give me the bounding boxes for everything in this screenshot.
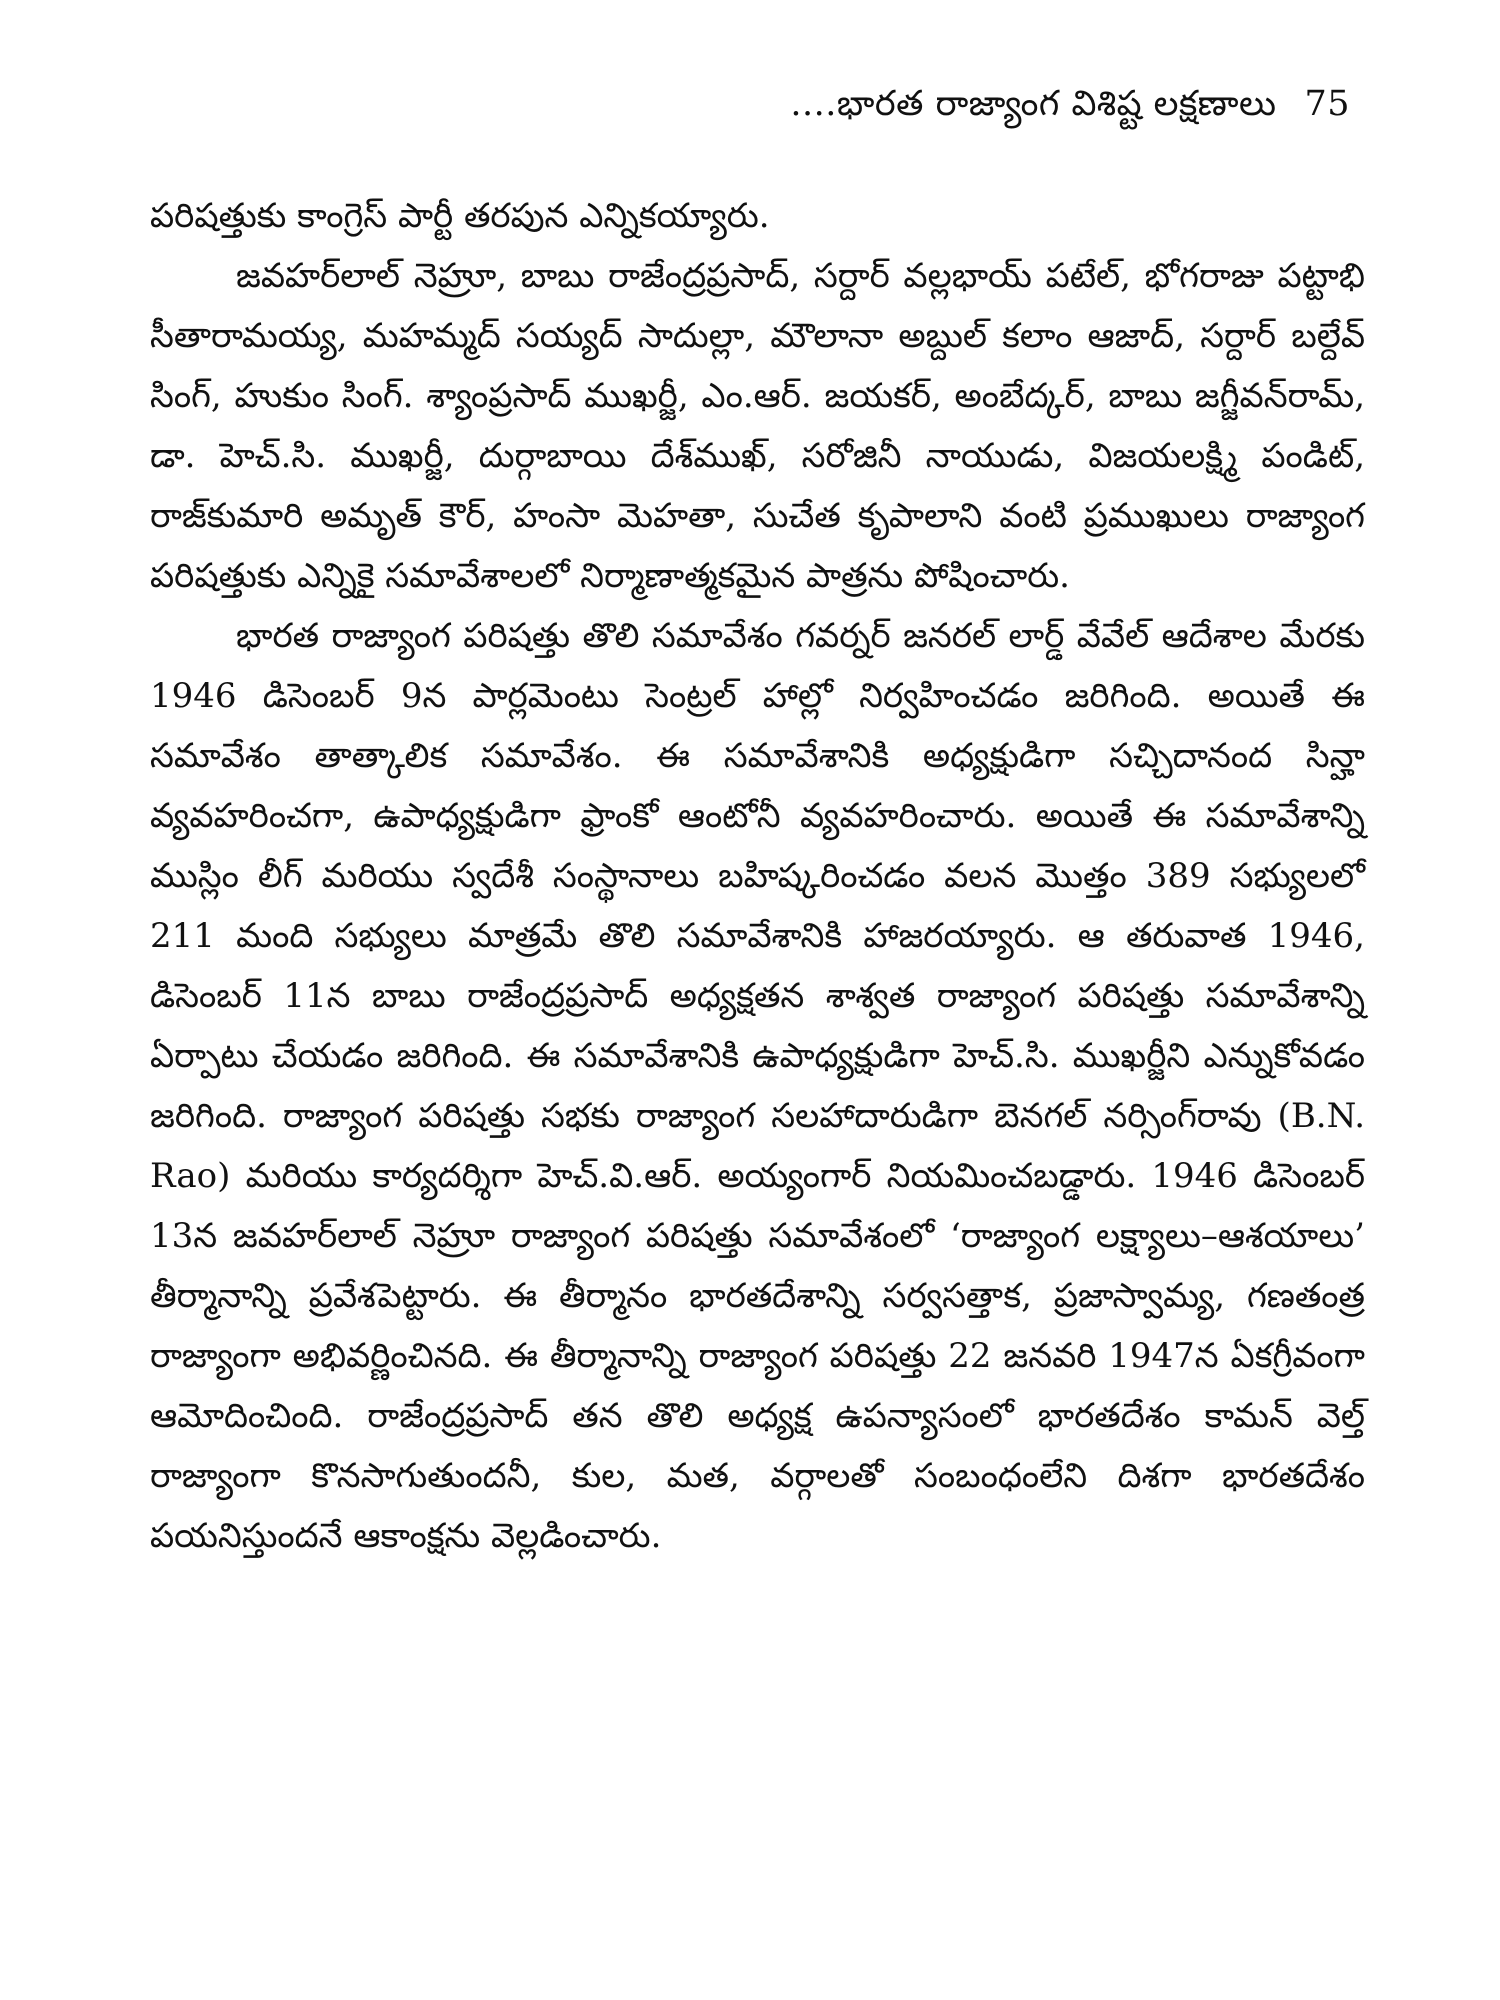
running-header (790, 82, 1350, 126)
running-title: ....భారత రాజ్యాంగ విశిష్ట లక్షణాలు (790, 84, 1277, 124)
page-number: 75 (1304, 84, 1350, 124)
paragraph-first-session: భారత రాజ్యాంగ పరిషత్తు తొలి సమావేశం గవర్నర్ జనరల్ లార్డ్ వేవేల్ ఆదేశాల మేరకు 1946 డిసెంబర్ 9న పార్లమెంటు సెంట్రల్ హాల్లో నిర్వహించడం జరిగింది. అయితే ఈ సమావేశం తాత్కాలిక సమావేశం. ఈ సమావేశానికి అధ్యక్షుడిగా సచ్చిదానంద సిన్హా వ్యవహరించగా, ఉపాధ్యక్షుడిగా ఫ్రాంకో ఆంటోనీ వ్యవహరించారు. అయితే ఈ సమావేశాన్ని ముస్లిం లీగ్ మరియు స్వదేశీ సంస్థానాలు బహిష్కరించడం వలన మొత్తం 389 సభ్యులలో 211 మంది సభ్యులు మాత్రమే తొలి సమావేశానికి హాజరయ్యారు. ఆ తరువాత 1946, డిసెంబర్ 11న బాబు రాజేంద్రప్రసాద్ అధ్యక్షతన శాశ్వత రాజ్యాంగ పరిషత్తు సమావేశాన్ని ఏర్పాటు చేయడం జరిగింది. ఈ సమావేశానికి ఉపాధ్యక్షుడిగా హెచ్.సి. ముఖర్జీని ఎన్నుకోవడం జరిగింది. రాజ్యాంగ పరిషత్తు సభకు రాజ్యాంగ సలహాదారుడిగా బెనగల్ నర్సింగ్‌రావు (B.N. Rao) మరియు కార్యదర్శిగా హెచ్.వి.ఆర్. అయ్యంగార్ నియమించబడ్డారు. 1946 డిసెంబర్ 13న జవహర్‌లాల్ నెహ్రూ రాజ్యాంగ పరిషత్తు సమావేశంలో ‘రాజ్యాంగ లక్ష్యాలు–ఆశయాలు’ తీర్మానాన్ని ప్రవేశపెట్టారు. ఈ తీర్మానం భారతదేశాన్ని సర్వసత్తాక, ప్రజాస్వామ్య, గణతంత్ర రాజ్యాంగా అభివర్ణించినది. ఈ తీర్మానాన్ని రాజ్యాంగ పరిషత్తు 22 జనవరి 1947న ఏకగ్రీవంగా ఆమోదించింది. రాజేంద్రప్రసాద్ తన తొలి అధ్యక్ష ఉపన్యాసంలో భారతదేశం కామన్ వెల్త్ రాజ్యాంగా కొనసాగుతుందనీ, కుల, మత, వర్గాలతో సంబంధంలేని దిశగా భారతదేశం పయనిస్తుందనే ఆకాంక్షను వెల్లడించారు. (150, 616, 1365, 1556)
body-text (150, 186, 1365, 1566)
paragraph-continuation: పరిషత్తుకు కాంగ్రెస్ పార్టీ తరపున ఎన్నికయ్యారు. (150, 196, 770, 236)
paragraph-prominent-members: జవహర్‌లాల్ నెహ్రూ, బాబు రాజేంద్రప్రసాద్, సర్దార్ వల్లభాయ్ పటేల్, భోగరాజు పట్టాభి సీతారామయ్య, మహమ్మద్ సయ్యద్ సాదుల్లా, మౌలానా అబ్దుల్ కలాం ఆజాద్, సర్దార్ బల్దేవ్ సింగ్, హుకుం సింగ్. శ్యాంప్రసాద్ ముఖర్జీ, ఎం.ఆర్. జయకర్, అంబేద్కర్, బాబు జగ్జీవన్‌రామ్, డా. హెచ్.సి. ముఖర్జీ, దుర్గాబాయి దేశ్‌ముఖ్, సరోజినీ నాయుడు, విజయలక్ష్మి పండిట్, రాజ్‌కుమారి అమృత్ కౌర్, హంసా మెహతా, సుచేత కృపాలాని వంటి ప్రముఖులు రాజ్యాంగ పరిషత్తుకు ఎన్నికై సమావేశాలలో నిర్మాణాత్మకమైన పాత్రను పోషించారు. (150, 256, 1365, 596)
